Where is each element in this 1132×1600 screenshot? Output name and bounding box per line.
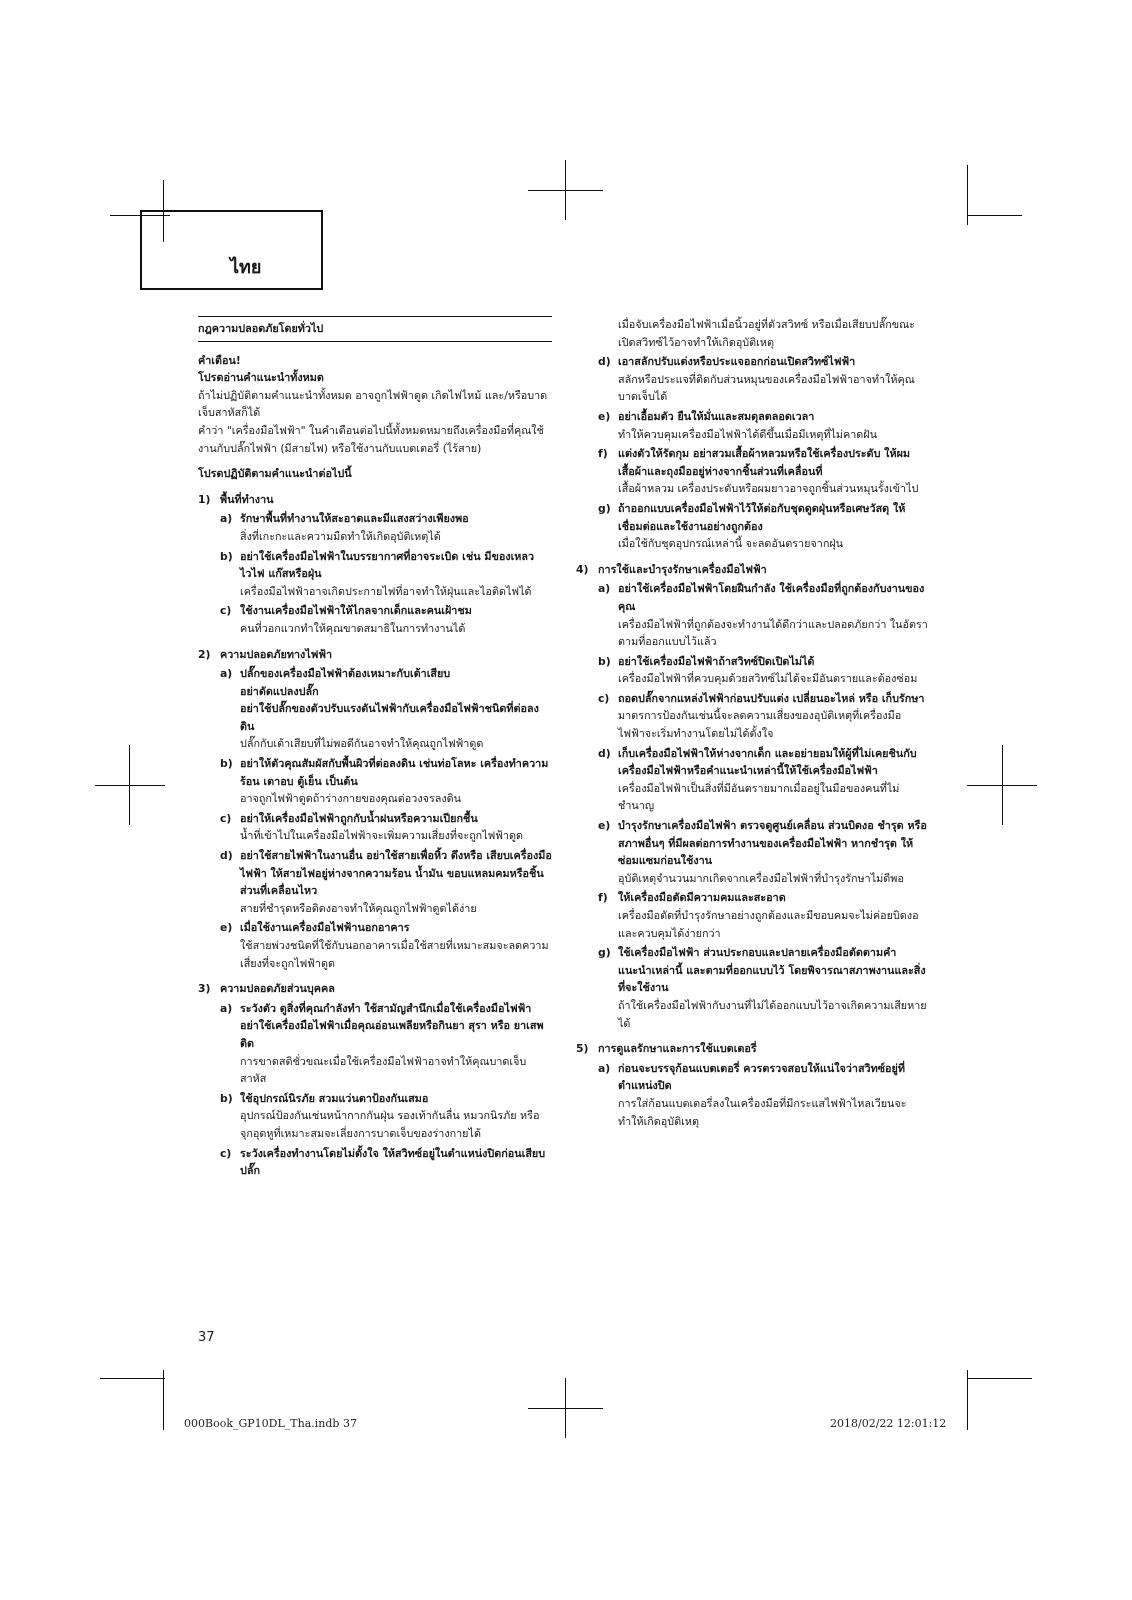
list-item: e) บำรุงรักษาเครื่องมือไฟฟ้า ตรวจดูศูนย์เคลื่อน ส่วนบิดงอ ชำรุด หรือสภาพอื่นๆ ที่มีผลต่อการทำงานของเครื่องมือไฟฟ้า หากชำรุด ให้ซ่อมแซมก่อนใช้งาน อุบัติเหตุจำนวนมากเกิดจากเครื่องมือไฟฟ้าที่บำรุงรักษาไม่ดีพอ (598, 819, 927, 885)
list-item: e) อย่าเอื้อมตัว ยืนให้มั่นและสมดุลตลอดเวลา ทำให้ควบคุมเครื่องมือไฟฟ้าได้ดีขึ้นเมื่อมีเหตุที่ไม่คาดฝัน (598, 409, 878, 441)
list-item: c) ระวังเครื่องทำงานโดยไม่ตั้งใจ ให้สวิทซ์อยู่ในตำแหน่งปิดก่อนเสียบปลั๊ก (220, 1146, 546, 1178)
crop-mark (528, 1408, 603, 1409)
crop-mark (100, 1378, 165, 1379)
crop-mark (95, 785, 165, 786)
page-number: 37 (198, 1330, 215, 1345)
footer-timestamp: 2018/02/22 12:01:12 (830, 1417, 947, 1430)
list-item: d) เก็บเครื่องมือไฟฟ้าให้ห่างจากเด็ก และอย่ายอมให้ผู้ที่ไม่เคยชินกับเครื่องมือไฟฟ้าหรือคำแนะนำเหล่านี้ให้ใช้เครื่องมือไฟฟ้า เครื่องมือไฟฟ้าเป็นสิ่งที่มีอันตรายมากเมื่ออยู่ในมือของคนที่ไม่ชำนาญ (598, 746, 917, 813)
list-item: b) อย่าใช้เครื่องมือไฟฟ้าถ้าสวิทซ์ปิดเปิดไม่ได้ เครื่องมือไฟฟ้าที่ควบคุมด้วยสวิทซ์ไม่ได้จะมีอันตรายและต้องซ่อม (598, 654, 918, 686)
list-item: c) ใช้งานเครื่องมือไฟฟ้าให้ไกลจากเด็กและคนเฝ้าชม คนที่วอกแวกทำให้คุณขาดสมาธิในการทำงานได้ (220, 604, 472, 635)
list-item: g) ใช้เครื่องมือไฟฟ้า ส่วนประกอบและปลายเครื่องมือตัดตามคำแนะนำเหล่านี้ และตามที่ออกแบบไว้ โดยพิจารณาสภาพงานและสิ่งที่จะใช้งาน ถ้าใช้เครื่องมือไฟฟ้ากับงานที่ไม่ได้ออกแบบไว้อาจเกิดความเสียหายได้ (598, 946, 927, 1030)
list-item: a) รักษาพื้นที่ทำงานให้สะอาดและมีแสงสว่างเพียงพอ สิ่งที่เกะกะและความมืดทำให้เกิดอุบัติเหตุได้ (220, 512, 469, 543)
crop-mark (967, 1378, 1032, 1379)
intro-paragraph: ถ้าไม่ปฏิบัติตามคำแนะนำทั้งหมด อาจถูกไฟฟ้าดูด เกิดไฟไหม้ และ/หรือบาดเจ็บสาหัสก็ได้ (198, 388, 548, 420)
list-item: d) เอาสลักปรับแต่งหรือประแจออกก่อนเปิดสวิทซ์ไฟฟ้า สลักหรือประแจที่ติดกับส่วนหมุนของเครื่องมือไฟฟ้าอาจทำให้คุณบาดเจ็บได้ (598, 355, 915, 404)
crop-mark (967, 165, 968, 225)
list-item: f) แต่งตัวให้รัดกุม อย่าสวมเสื้อผ้าหลวมหรือใช้เครื่องประดับ ให้ผม เสื้อผ้าและถุงมืออยู่ห่างจากชิ้นส่วนที่เคลื่อนที่ เสื้อผ้าหลวม เครื่องประดับหรือผมยาวอาจถูกชิ้นส่วนหมุนรั้งเข้าไป (598, 447, 919, 496)
list-item: c) อย่าให้เครื่องมือไฟฟ้าถูกกับน้ำฝนหรือความเปียกชื้น น้ำที่เข้าไปในเครื่องมือไฟฟ้าจะเพิ่มความเสี่ยงที่จะถูกไฟฟ้าดูด (220, 811, 523, 843)
section-heading: 1) พื้นที่ทำงาน (198, 492, 274, 506)
intro-paragraph: คำว่า "เครื่องมือไฟฟ้า" ในคำเตือนต่อไปนี้ทั้งหมดหมายถึงเครื่องมือที่คุณใช้งานกับปลั๊กไฟฟ้า (มีสายไฟ) หรือใช้งานกับแบตเตอรี่ (ไร้สาย) (198, 423, 544, 455)
section-title: กฎความปลอดภัยโดยทั่วไป (198, 316, 552, 342)
crop-mark (967, 785, 1037, 786)
list-item: g) ถ้าออกแบบเครื่องมือไฟฟ้าไว้ให้ต่อกับชุดดูดฝุ่นหรือเศษวัสดุ ให้เชื่อมต่อและใช้งานอย่างถูกต้อง เมื่อใช้กับชุดอุปกรณ์เหล่านี้ จะลดอันตรายจากฝุ่น (598, 501, 906, 551)
language-tab (140, 210, 323, 290)
crop-mark (967, 215, 1022, 216)
section-heading: 4) การใช้และบำรุงรักษาเครื่องมือไฟฟ้า (576, 562, 767, 576)
read-all-heading: โปรดอ่านคำแนะนำทั้งหมด (198, 371, 324, 385)
list-item: b) อย่าใช้เครื่องมือไฟฟ้าในบรรยากาศที่อาจระเบิด เช่น มีของเหลวไวไฟ แก๊สหรือฝุ่น เครื่องมือไฟฟ้าอาจเกิดประกายไฟที่อาจทำให้ฝุ่นและไอติดไฟได้ (220, 549, 535, 598)
follow-heading: โปรดปฏิบัติตามคำแนะนำต่อไปนี้ (198, 467, 352, 481)
language-label: ไทย (230, 257, 262, 278)
crop-mark (528, 190, 603, 191)
list-item: d) อย่าใช้สายไฟฟ้าในงานอื่น อย่าใช้สายเพื่อหิ้ว ดึงหรือ เสียบเครื่องมือไฟฟ้า ให้สายไฟอยู่ห่างจากความร้อน น้ำมัน ขอบแหลมคมหรือชิ้นส่วนที่เคลื่อนไหว สายที่ชำรุดหรือติดงอาจทำให้คุณถูกไฟฟ้าดูดได้ง่าย (220, 849, 552, 915)
list-item: b) ใช้อุปกรณ์นิรภัย สวมแว่นตาป้องกันเสมอ อุปกรณ์ป้องกันเช่นหน้ากากกันฝุ่น รองเท้ากันลื่น หมวกนิรภัย หรือจุกอุดหูที่เหมาะสมจะเลี่ยงการบาดเจ็บของร่างกายได้ (220, 1091, 540, 1140)
footer-file-name: 000Book_GP10DL_Tha.indb 37 (184, 1417, 357, 1430)
list-item: c) ถอดปลั๊กจากแหล่งไฟฟ้าก่อนปรับแต่ง เปลี่ยนอะไหล่ หรือ เก็บรักษา มาตรการป้องกันเช่นนี้จะลดความเสี่ยงของอุบัติเหตุที่เครื่องมือไฟฟ้าจะเริ่มทำงานโดยไม่ได้ตั้งใจ (598, 691, 925, 741)
list-item: a) ระวังตัว ดูสิ่งที่คุณกำลังทำ ใช้สามัญสำนึกเมื่อใช้เครื่องมือไฟฟ้า อย่าใช้เครื่องมือไฟฟ้าเมื่อคุณอ่อนเพลียหรือกินยา สุรา หรือ ยาเสพติด การขาดสติชั่วขณะเมื่อใช้เครื่องมือไฟฟ้าอาจทำให้คุณบาดเจ็บสาหัส (220, 1001, 544, 1086)
left-column (198, 316, 552, 1180)
section-heading: 5) การดูแลรักษาและการใช้แบตเตอรี่ (576, 1042, 757, 1056)
right-column (576, 316, 928, 1130)
list-item: f) ให้เครื่องมือตัดมีความคมและสะอาด เครื่องมือตัดที่บำรุงรักษาอย่างถูกต้องและมีขอบคมจะไม่ค่อยบิดงอ และควบคุมได้ง่ายกว่า (598, 891, 919, 940)
section-heading: 2) ความปลอดภัยทางไฟฟ้า (198, 647, 333, 661)
crop-mark (163, 1370, 164, 1430)
section-heading: 3) ความปลอดภัยส่วนบุคคล (198, 982, 335, 996)
list-item: b) อย่าให้ตัวคุณสัมผัสกับพื้นผิวที่ต่อลงดิน เช่นท่อโลหะ เครื่องทำความร้อน เตาอบ ตู้เย็น เป็นต้น อาจถูกไฟฟ้าดูดถ้าร่างกายของคุณต่อวงจรลงดิน (220, 757, 549, 806)
list-item: a) ปลั๊กของเครื่องมือไฟฟ้าต้องเหมาะกับเต้าเสียบ อย่าดัดแปลงปลั๊ก อย่าใช้ปลั๊กของตัวปรับแรงดันไฟฟ้ากับเครื่องมือไฟฟ้าชนิดที่ต่อลงดิน ปลั๊กกับเต้าเสียบที่ไม่พอดีกันอาจทำให้คุณถูกไฟฟ้าดูด (220, 667, 539, 751)
warning-heading: คำเตือน! (198, 353, 241, 367)
list-item: a) อย่าใช้เครื่องมือไฟฟ้าโดยฝืนกำลัง ใช้เครื่องมือที่ถูกต้องกับงานของคุณ เครื่องมือไฟฟ้าที่ถูกต้องจะทำงานได้ดีกว่าและปลอดภัยกว่า ในอัตราตามที่ออกแบบไว้แล้ว (598, 582, 928, 649)
crop-mark (967, 1370, 968, 1430)
list-item: a) ก่อนจะบรรจุก้อนแบตเตอรี่ ควรตรวจสอบให้แน่ใจว่าสวิทซ์อยู่ที่ตำแหน่งปิด การใส่ก้อนแบตเตอรี่ลงในเครื่องมือที่มีกระแสไฟฟ้าไหลเวียนจะทำให้เกิดอุบัติเหตุ (598, 1061, 907, 1128)
continued-text: เมื่อจับเครื่องมือไฟฟ้าเมื่อนิ้วอยู่ที่ตัวสวิทซ์ หรือเมื่อเสียบปลั๊กขณะเปิดสวิทซ์ไว้อาจทำให้เกิดอุบัติเหตุ (618, 318, 915, 349)
list-item: e) เมื่อใช้งานเครื่องมือไฟฟ้านอกอาคาร ใช้สายพ่วงชนิดที่ใช้กับนอกอาคารเมื่อใช้สายที่เหมาะสมจะลดความเสี่ยงที่จะถูกไฟฟ้าดูด (220, 921, 549, 970)
